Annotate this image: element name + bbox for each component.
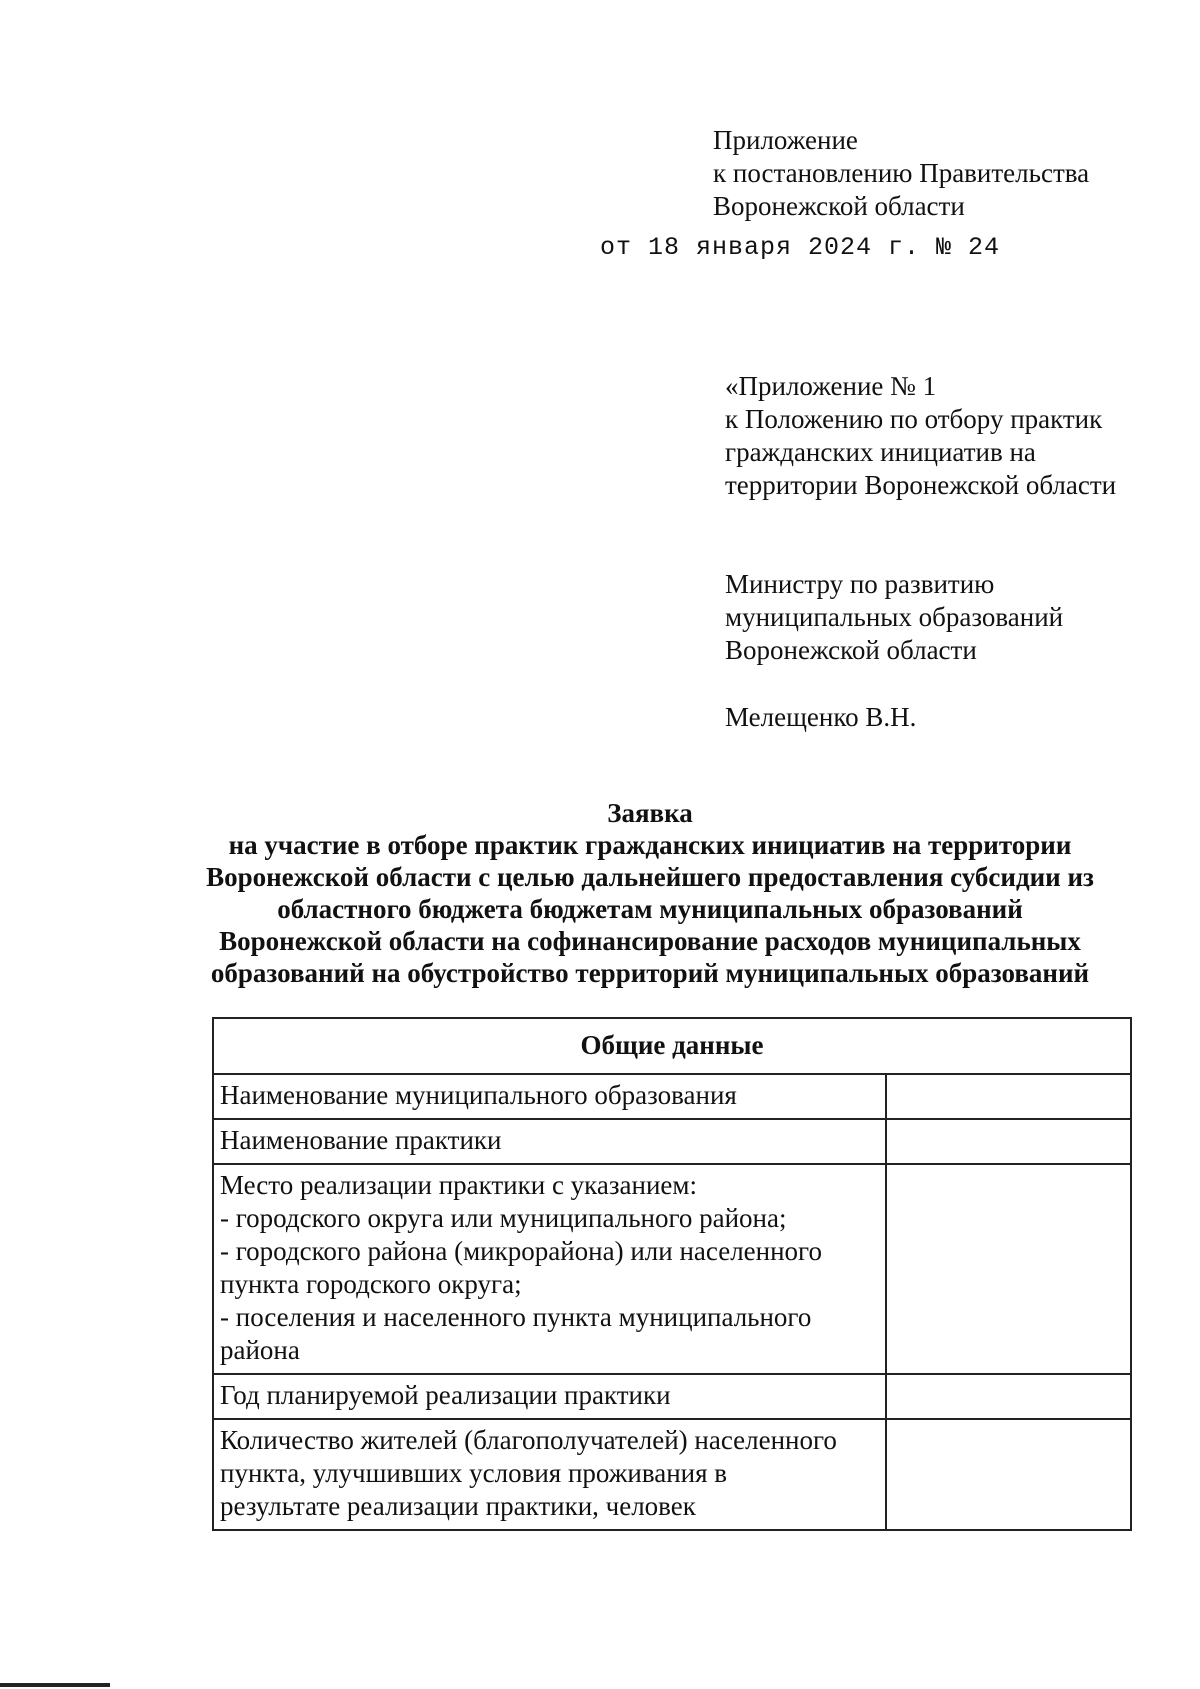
row-label <box>213 1119 886 1164</box>
row-value-cell[interactable] <box>886 1374 1131 1419</box>
addressee-block <box>725 568 1063 667</box>
label-line: пункта городского округа; <box>220 1269 522 1299</box>
title-line: областного бюджета бюджетам муниципальных образований <box>277 894 1023 924</box>
addressee-line: Воронежской области <box>725 635 977 665</box>
table-row <box>213 1074 1131 1119</box>
appendix-1-block <box>725 370 1116 502</box>
general-data-table <box>212 1017 1132 1531</box>
row-value-cell[interactable] <box>886 1119 1131 1164</box>
header-line: к постановлению Правительства <box>713 158 1090 188</box>
row-value-cell[interactable] <box>886 1164 1131 1374</box>
label-line: Наименование муниципального образования <box>220 1080 737 1110</box>
row-value-cell[interactable] <box>886 1419 1131 1530</box>
appendix-line: к Положению по отбору практик <box>725 404 1103 434</box>
row-label <box>213 1374 886 1419</box>
label-line: - городского округа или муниципального района; <box>220 1203 787 1233</box>
title-line: образований на обустройство территорий муниципальных образований <box>210 958 1090 988</box>
header-line: Приложение <box>713 125 858 155</box>
row-label <box>213 1164 886 1374</box>
page-edge-mark <box>0 1683 110 1687</box>
title-line: на участие в отборе практик гражданских инициатив на территории <box>228 830 1072 860</box>
header-line: Воронежской области <box>713 191 965 221</box>
label-line: Количество жителей (благополучателей) населенного <box>220 1425 837 1455</box>
addressee-name: Мелещенко В.Н. <box>725 702 917 732</box>
appendix-line: «Приложение № 1 <box>725 371 937 401</box>
decree-date: от 18 января 2024 г. № 24 <box>600 233 1001 262</box>
addressee-line: муниципальных образований <box>725 602 1064 632</box>
label-line: Наименование практики <box>220 1125 502 1155</box>
label-line: - городского района (микрорайона) или населенного <box>220 1236 822 1266</box>
table-row <box>213 1119 1131 1164</box>
table-row <box>213 1419 1131 1530</box>
label-line: - поселения и населенного пункта муниципального <box>220 1302 812 1332</box>
label-line: Год планируемой реализации практики <box>220 1380 671 1410</box>
table-header-row <box>213 1018 1131 1074</box>
appendix-line: территории Воронежской области <box>725 470 1117 500</box>
appendix-line: гражданских инициатив на <box>725 437 1036 467</box>
addressee-line: Министру по развитию <box>725 569 995 599</box>
label-line: района <box>220 1335 300 1365</box>
title-line: Воронежской области на софинансирование расходов муниципальных <box>219 926 1081 956</box>
appendix-header <box>713 124 1089 223</box>
table-row <box>213 1374 1131 1419</box>
label-line: пункта, улучшивших условия проживания в <box>220 1458 728 1488</box>
table-header: Общие данные <box>213 1018 1131 1074</box>
title-heading: Заявка <box>607 798 693 828</box>
table-row <box>213 1164 1131 1374</box>
label-line: Место реализации практики с указанием: <box>220 1170 697 1200</box>
application-title <box>150 797 1150 989</box>
row-label <box>213 1419 886 1530</box>
title-line: Воронежской области с целью дальнейшего предоставления субсидии из <box>206 862 1094 892</box>
row-label <box>213 1074 886 1119</box>
row-value-cell[interactable] <box>886 1074 1131 1119</box>
label-line: результате реализации практики, человек <box>220 1491 696 1521</box>
